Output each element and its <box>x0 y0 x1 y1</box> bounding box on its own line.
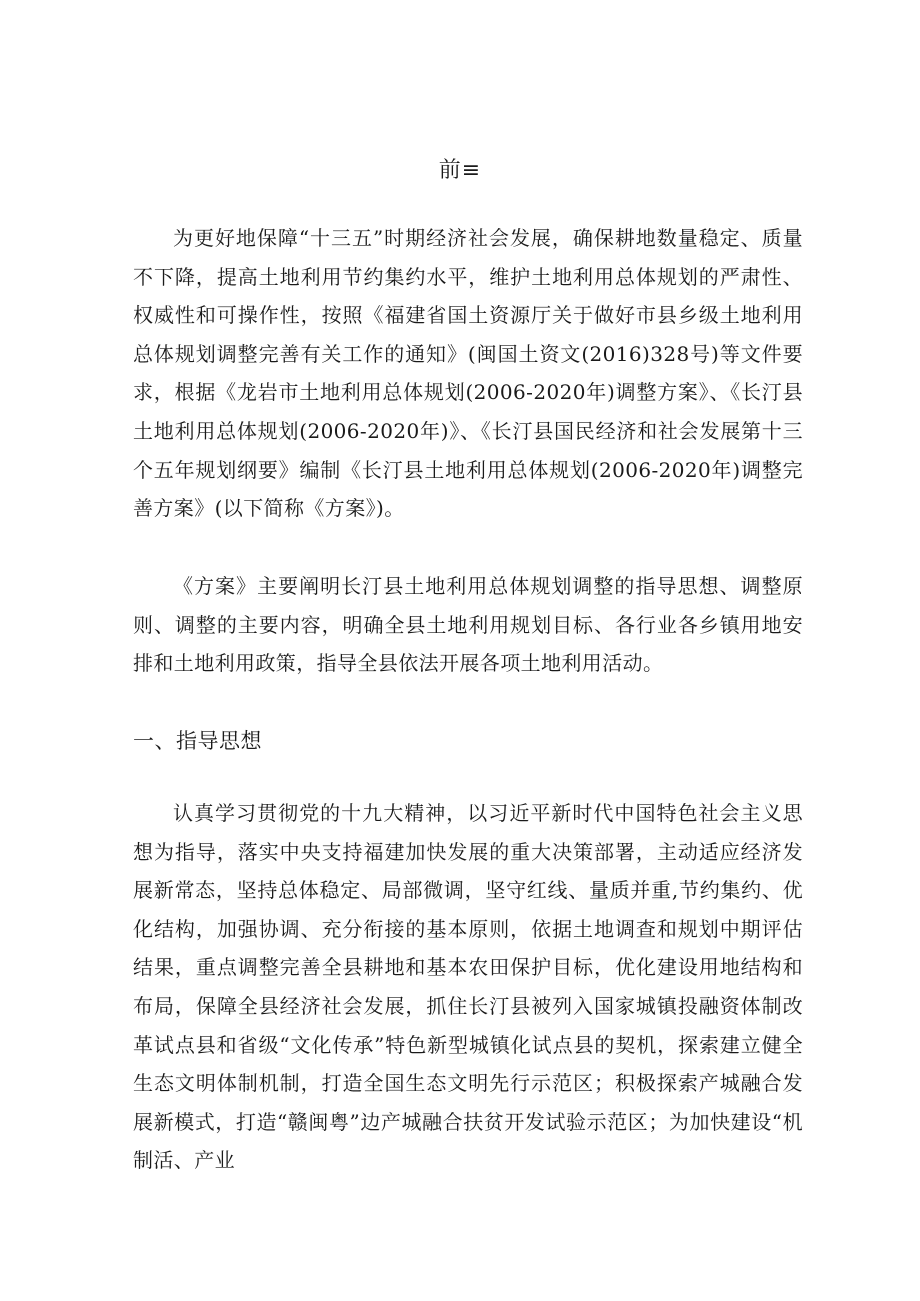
section-paragraph-guiding-ideology: 认真学习贯彻党的十九大精神，以习近平新时代中国特色社会主义思想为指导，落实中央支持福建加快发展的重大决策部署，主动适应经济发展新常态，坚持总体稳定、局部微调，坚守红线、量质并重,节约集约、优化结构，加强协调、充分衔接的基本原则，依据土地调查和规划中期评估结果，重点调整完善全县耕地和基本农田保护目标，优化建设用地结构和布局，保障全县经济社会发展，抓住长汀县被列入国家城镇投融资体制改革试点县和省级“文化传承”特色新型城镇化试点县的契机，探索建立健全生态文明体制机制，打造全国生态文明先行示范区；积极探索产城融合发展新模式，打造“赣闽粤”边产城融合扶贫开发试验示范区；为加快建设“机制活、产业 <box>133 801 803 1173</box>
section-heading-guiding-ideology: 一、指导思想 <box>133 729 262 753</box>
page-title: 前≡ <box>438 158 482 183</box>
intro-paragraph-1: 为更好地保障“十三五”时期经济社会发展，确保耕地数量稳定、质量不下降，提高土地利用节约集约水平，维护土地利用总体规划的严肃性、权威性和可操作性，按照《福建省国土资源厅关于做好市县乡级土地利用总体规划调整完善有关工作的通知》(闽国土资文(2016)328号)等文件要求，根据《龙岩市土地利用总体规划(2006-2020年)调整方案》、《长汀县土地利用总体规划(2006-2020年)》、《长汀县国民经济和社会发展第十三个五年规划纲要》编制《长汀县土地利用总体规划(2006-2020年)调整完善方案》(以下简称《方案》)。 <box>133 226 803 521</box>
intro-paragraph-2: 《方案》主要阐明长汀县土地利用总体规划调整的指导思想、调整原则、调整的主要内容，明确全县土地利用规划目标、各行业各乡镇用地安排和土地利用政策，指导全县依法开展各项土地利用活动。 <box>133 574 803 676</box>
